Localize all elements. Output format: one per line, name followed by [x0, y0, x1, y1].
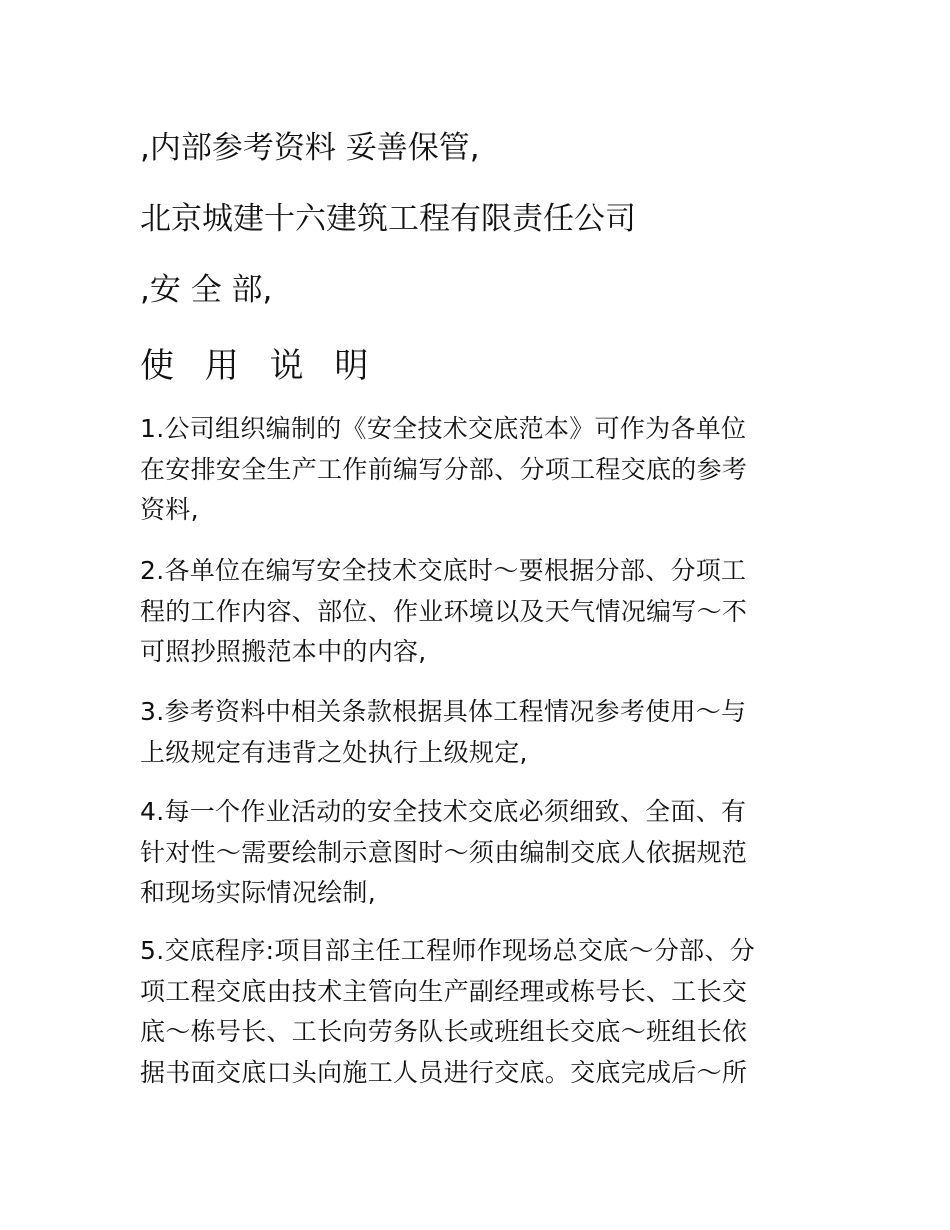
- instruction-paragraph-1: [140, 409, 800, 531]
- paragraph-line: 在安排安全生产工作前编写分部、分项工程交底的参考: [140, 454, 748, 484]
- paragraph-line: 资料,: [140, 495, 199, 524]
- paragraph-line: 项工程交底由技术主管向生产副经理或栋号长、工长交: [140, 976, 748, 1006]
- paragraph-line: 针对性～需要绘制示意图时～须由编制交底人依据规范: [140, 837, 748, 867]
- paragraph-line: 3.参考资料中相关条款根据具体工程情况参考使用～与: [140, 697, 747, 726]
- document-title: 使 用 说 明: [140, 346, 379, 386]
- instruction-paragraph-5: [140, 931, 800, 1093]
- department-name: ,安 全 部,: [140, 272, 273, 308]
- paragraph-line: 底～栋号长、工长向劳务队长或班组长交底～班组长依: [140, 1017, 748, 1046]
- paragraph-line: 上级规定有违背之处执行上级规定,: [140, 737, 528, 767]
- paragraph-line: 2.各单位在编写安全技术交底时～要根据分部、分项工: [140, 556, 747, 585]
- instruction-paragraph-3: [140, 692, 800, 773]
- paragraph-line: 据书面交底口头向施工人员进行交底。交底完成后～所: [140, 1057, 748, 1087]
- company-name: 北京城建十六建筑工程有限责任公司: [140, 201, 636, 237]
- instruction-paragraph-4: [140, 792, 800, 914]
- confidential-notice: ,内部参考资料 妥善保管,: [140, 130, 480, 166]
- paragraph-line: 1.公司组织编制的《安全技术交底范本》可作为各单位: [140, 414, 747, 443]
- paragraph-line: 4.每一个作业活动的安全技术交底必须细致、全面、有: [140, 797, 747, 826]
- paragraph-line: 程的工作内容、部位、作业环境以及天气情况编写～不: [140, 596, 748, 626]
- paragraph-line: 和现场实际情况绘制,: [140, 878, 376, 907]
- paragraph-line: 可照抄照搬范本中的内容,: [140, 637, 427, 666]
- paragraph-line: 5.交底程序:项目部主任工程师作现场总交底～分部、分: [140, 936, 756, 965]
- instruction-paragraph-2: [140, 551, 800, 673]
